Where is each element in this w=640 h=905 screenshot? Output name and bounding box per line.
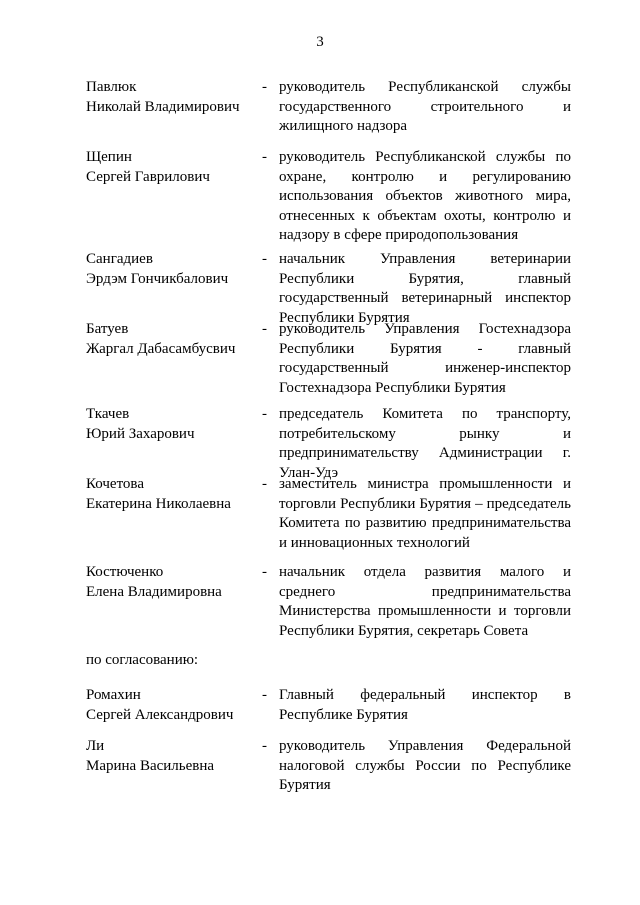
- separator-dash: -: [262, 251, 267, 267]
- member-surname: Сангадиев: [86, 251, 153, 267]
- separator-dash: -: [262, 687, 267, 703]
- member-name: [86, 148, 261, 187]
- separator-dash: -: [262, 738, 267, 754]
- member-name: [86, 250, 261, 289]
- separator-dash: -: [262, 149, 267, 165]
- member-position: руководитель Управления Гостехнадзора Республики Бурятия - главный государственный инженер-инспектор Гостехнадзора Республики Бурятия: [279, 321, 571, 396]
- member-name: [86, 686, 261, 725]
- member-given-name: Николай Владимирович: [86, 98, 240, 115]
- member-surname: Ли: [86, 738, 105, 754]
- member-given-name: Юрий Захарович: [86, 425, 195, 442]
- member-position: руководитель Республиканской службы государственного строительного и жилищного надзора: [279, 79, 571, 134]
- member-name: [86, 320, 261, 359]
- member-surname: Кочетова: [86, 476, 144, 492]
- separator-dash: -: [262, 79, 267, 95]
- member-given-name: Эрдэм Гончикбалович: [86, 270, 229, 287]
- member-given-name: Марина Васильевна: [86, 757, 215, 774]
- page-number: 3: [316, 34, 324, 50]
- member-position: заместитель министра промышленности и торговли Республики Бурятия – председатель Комитета по развитию предпринимательства и инновационных технологий: [279, 476, 571, 551]
- member-name: [86, 563, 261, 602]
- separator-dash: -: [262, 564, 267, 580]
- member-position: начальник Управления ветеринарии Республики Бурятия, главный государственный ветеринарный инспектор Республики Бурятия: [279, 251, 571, 326]
- member-given-name: Екатерина Николаевна: [86, 495, 231, 512]
- member-surname: Ткачев: [86, 406, 130, 422]
- separator-dash: -: [262, 406, 267, 422]
- member-position: Главный федеральный инспектор в Республике Бурятия: [279, 687, 571, 723]
- member-surname: Павлюк: [86, 79, 137, 95]
- member-name: [86, 737, 261, 776]
- member-name: [86, 475, 261, 514]
- member-surname: Батуев: [86, 321, 129, 337]
- section-label-agreement: по согласованию:: [86, 652, 199, 668]
- member-surname: Ромахин: [86, 687, 141, 703]
- member-position: руководитель Управления Федеральной налоговой службы России по Республике Бурятия: [279, 738, 571, 793]
- member-name: [86, 405, 261, 444]
- member-given-name: Елена Владимировна: [86, 583, 222, 600]
- member-name: [86, 78, 261, 117]
- member-position: председатель Комитета по транспорту, потребительскому рынку и предпринимательству Администрации г. Улан-Удэ: [279, 406, 571, 481]
- separator-dash: -: [262, 321, 267, 337]
- member-position: руководитель Республиканской службы по охране, контролю и регулированию использования объектов животного мира, отнесенных к объектам охоты, контролю и надзору в сфере природопользования: [279, 149, 571, 243]
- member-position: начальник отдела развития малого и среднего предпринимательства Министерства промышленности и торговли Республики Бурятия, секретарь Совета: [279, 564, 571, 639]
- member-given-name: Сергей Александрович: [86, 706, 234, 723]
- separator-dash: -: [262, 476, 267, 492]
- member-surname: Костюченко: [86, 564, 164, 580]
- member-surname: Щепин: [86, 149, 132, 165]
- member-given-name: Сергей Гаврилович: [86, 168, 210, 185]
- member-given-name: Жаргал Дабасамбусвич: [86, 340, 236, 357]
